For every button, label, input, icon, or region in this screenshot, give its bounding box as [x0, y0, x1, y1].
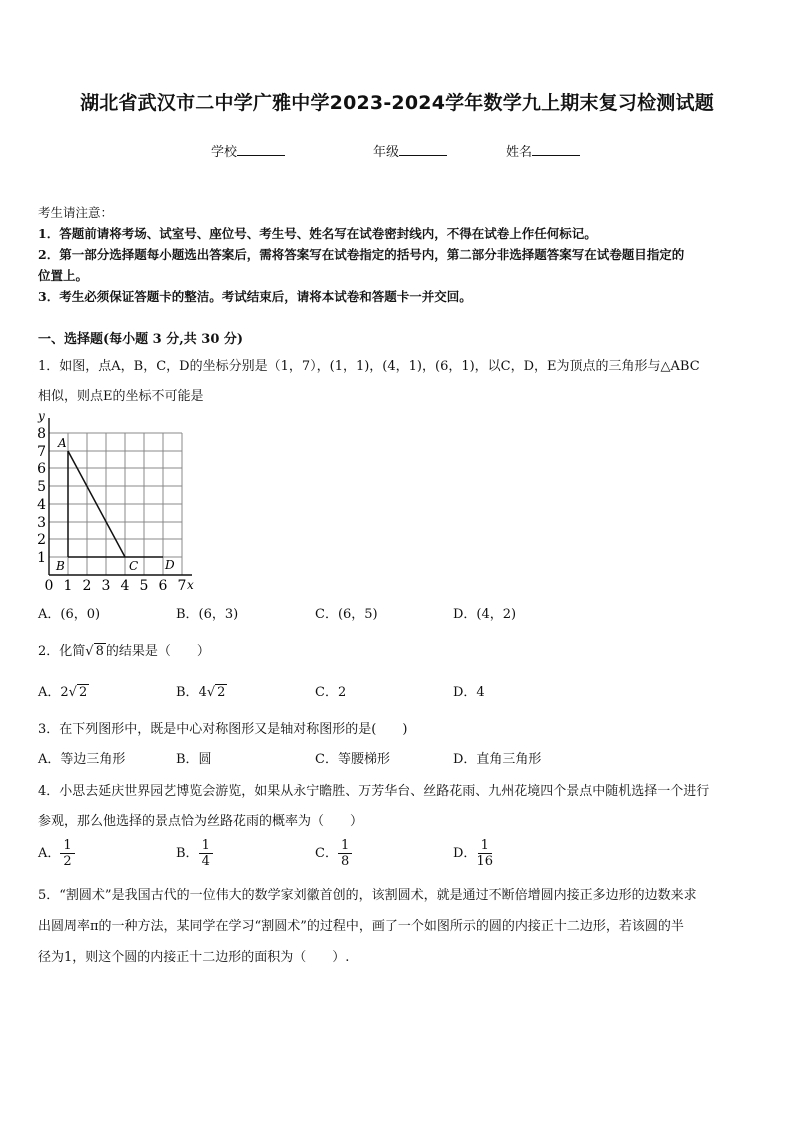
point-c-label: C — [129, 559, 139, 573]
denominator: 2 — [63, 854, 72, 869]
q4-option-b-label: B． — [176, 846, 199, 861]
name-blank — [532, 143, 580, 156]
x-tick: 2 — [82, 578, 92, 594]
q4-option-d-label: D． — [453, 846, 477, 861]
q4-option-d — [453, 838, 493, 869]
notice-item-2-cont: 位置上。 — [38, 268, 89, 283]
q5-stem-line2: 出圆周率π的一种方法，某同学在学习“割圆术”的过程中，画了一个如图所示的圆的内接正十二边形，若该圆的半 — [38, 919, 684, 934]
q2-option-a-radicand: 2 — [78, 685, 88, 700]
sqrt-symbol: √ 2 — [206, 685, 226, 700]
y-axis-label: y — [38, 409, 45, 423]
fraction — [476, 838, 493, 869]
q2-stem — [38, 640, 210, 659]
x-tick: 6 — [158, 578, 168, 594]
name-field — [506, 141, 580, 160]
q5-stem-line3: 径为1，则这个圆的内接正十二边形的面积为（ ）. — [38, 950, 350, 965]
q2-option-b-radicand: 2 — [217, 685, 226, 700]
q3-option-a: A．等边三角形 — [38, 752, 126, 767]
denominator: 8 — [340, 854, 350, 869]
fraction — [338, 838, 352, 869]
q1-option-d: D．(4，2) — [453, 607, 517, 622]
grade-blank — [399, 143, 447, 156]
x-tick: 4 — [120, 578, 130, 594]
numerator: 1 — [478, 838, 492, 854]
point-a-label: A — [58, 436, 67, 450]
denominator: 16 — [476, 854, 493, 869]
x-tick: 0 — [44, 578, 54, 594]
q1-option-a: A．(6，0) — [38, 607, 101, 622]
y-tick: 5 — [37, 479, 46, 495]
y-tick: 8 — [37, 426, 46, 442]
q2-radicand: 8 — [95, 644, 104, 659]
numerator: 1 — [60, 838, 74, 854]
y-tick: 3 — [37, 515, 46, 531]
q4-option-a-label: A． — [38, 846, 61, 861]
q2-option-b-coef: 4 — [198, 685, 207, 700]
q1-option-b: B．(6，3) — [176, 607, 239, 622]
x-tick: 3 — [101, 578, 111, 594]
q2-option-a-label: A． — [38, 685, 61, 700]
q2-option-d: D．4 — [453, 685, 485, 700]
notice-item-1: 1．答题前请将考场、试室号、座位号、考生号、姓名写在试卷密封线内，不得在试卷上作任何标记。 — [38, 226, 597, 241]
q4-stem-line1: 4．小思去延庆世界园艺博览会游览，如果从永宁瞻胜、万芳华台、丝路花雨、九州花境四个景点中随机选择一个进行 — [38, 784, 710, 799]
q1-stem-line1: 1．如图，点A，B，C，D的坐标分别是（1，7），(1，1)，(4，1)，(6，1)，以C，D，E为顶点的三角形与△ABC — [38, 359, 700, 374]
q2-option-b-label: B． — [176, 685, 199, 700]
school-field — [211, 141, 285, 160]
x-tick: 7 — [177, 578, 187, 594]
q5-stem-line1: 5．“割圆术”是我国古代的一位伟大的数学家刘徽首创的，该割圆术，就是通过不断倍增圆内接正多边形的边数来求 — [38, 888, 697, 903]
axes — [49, 418, 192, 575]
notice-heading: 考生请注意： — [38, 205, 114, 220]
y-tick: 4 — [37, 497, 46, 513]
y-tick: 7 — [37, 444, 46, 460]
q1-stem-line2: 相似，则点E的坐标不可能是 — [38, 389, 204, 404]
q2-option-a-coef: 2 — [60, 685, 69, 700]
section-heading: 一、选择题(每小题 3 分,共 30 分) — [38, 332, 244, 347]
q4-stem-line2: 参观，那么他选择的景点恰为丝路花雨的概率为（ ） — [38, 814, 364, 829]
q4-option-a — [38, 838, 75, 869]
sqrt-symbol: √ 8 — [85, 644, 104, 659]
grade-label: 年级 — [373, 145, 400, 160]
q4-option-c — [315, 838, 352, 869]
fraction — [199, 838, 213, 869]
q2-option-a — [38, 681, 89, 700]
numerator: 1 — [338, 838, 352, 854]
notice-item-2: 2．第一部分选择题每小题选出答案后，需将答案写在试卷指定的括号内，第二部分非选择题答案写在试卷题目指定的 — [38, 247, 685, 262]
q3-option-d: D．直角三角形 — [453, 752, 542, 767]
q2-prefix: 2．化简 — [38, 644, 86, 659]
q1-option-c: C．(6，5) — [315, 607, 378, 622]
y-tick: 6 — [37, 461, 46, 477]
q2-option-c: C．2 — [315, 685, 347, 700]
point-b-label: B — [56, 559, 65, 573]
y-tick-labels — [37, 426, 46, 566]
y-tick: 1 — [37, 550, 46, 566]
q2-suffix: 的结果是（ ） — [105, 644, 210, 659]
sqrt-symbol: √ 2 — [68, 685, 88, 700]
point-d-label: D — [165, 558, 175, 572]
q3-stem: 3．在下列图形中，既是中心对称图形又是轴对称图形的是( ) — [38, 722, 408, 737]
q4-option-b — [176, 838, 213, 869]
x-tick-labels — [45, 578, 187, 594]
x-tick: 5 — [139, 578, 149, 594]
q2-option-b — [176, 681, 227, 700]
school-blank — [237, 143, 285, 156]
fraction — [60, 838, 74, 869]
q4-option-c-label: C． — [315, 846, 338, 861]
q1-coordinate-figure — [34, 408, 204, 596]
notice-item-3: 3．考生必须保证答题卡的整洁。考试结束后，请将本试卷和答题卡一并交回。 — [38, 289, 472, 304]
x-tick: 1 — [63, 578, 73, 594]
school-label: 学校 — [211, 145, 238, 160]
grade-field — [373, 141, 447, 160]
x-axis-label: x — [187, 578, 194, 592]
name-label: 姓名 — [506, 145, 533, 160]
y-tick: 2 — [37, 532, 46, 548]
denominator: 4 — [201, 854, 210, 869]
q3-option-b: B．圆 — [176, 752, 212, 767]
exam-title: 湖北省武汉市二中学广雅中学2023-2024学年数学九上期末复习检测试题 — [80, 92, 714, 114]
numerator: 1 — [199, 838, 213, 854]
q3-option-c: C．等腰梯形 — [315, 752, 390, 767]
